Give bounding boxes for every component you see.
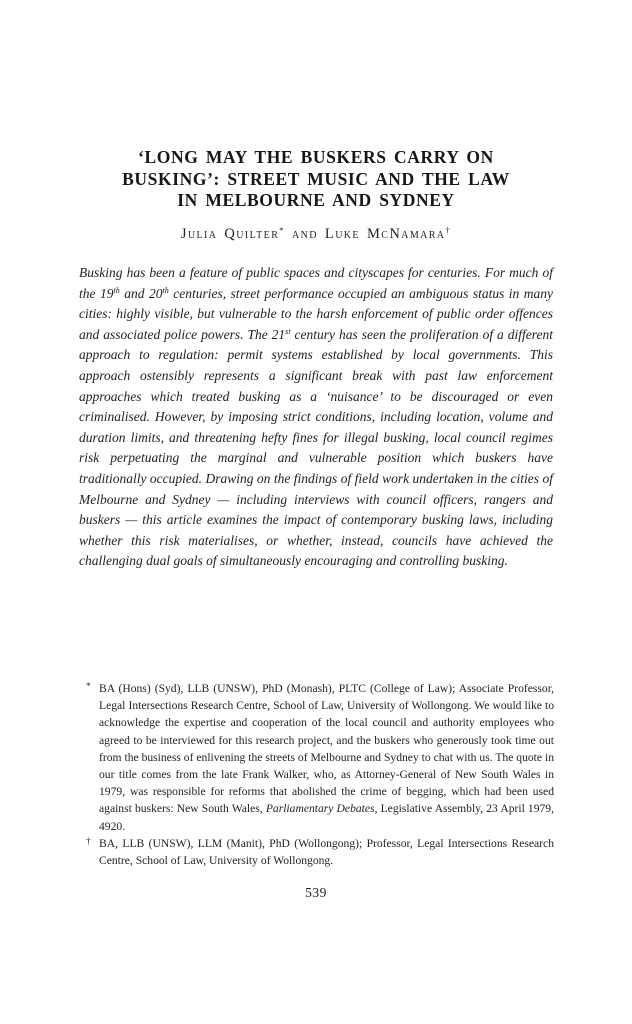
page-number: 539 [305, 885, 327, 900]
superscript-marker: * [279, 225, 286, 236]
superscript-marker: † [445, 225, 452, 236]
article-title-line-1: ‘LONG MAY THE BUSKERS CARRY ON [138, 147, 494, 167]
footnote-dagger [84, 835, 554, 869]
italic-citation: Parliamentary Debates [265, 802, 375, 816]
superscript-marker: st [285, 327, 291, 337]
article-title-line-3: IN MELBOURNE AND SYDNEY [177, 190, 455, 210]
abstract-paragraph: Busking has been a feature of public spaces and cityscapes for centuries. For much of the 19th and 20th centuries, street performance occupied an ambiguous status in many cities: highly visible, but vulnerable to the harsh enforcement of public order offences and associated police powers. The 21st century has seen the proliferation of a different approach to regulation: permit systems established by local governments. This approach ostensibly represents a significant break with past law enforcement approaches which treated busking as a ‘nuisance’ to be discouraged or even criminalised. However, by imposing strict conditions, including location, volume and duration limits, and threatening hefty fines for illegal busking, local council regimes risk perpetuating the marginal and vulnerable position which buskers have traditionally occupied. Drawing on the findings of field work undertaken in the cities of Melbourne and Sydney — including interviews with council officers, rangers and buskers — this article examines the impact of contemporary busking laws, including whether this risk materialises, or whether, instead, councils have achieved the challenging dual goals of simultaneously encouraging and controlling busking. [79, 265, 553, 569]
footnote-dagger-marker: † [86, 836, 91, 847]
footnote-asterisk-marker: * [86, 682, 91, 692]
superscript-marker: th [162, 286, 169, 296]
footnote-asterisk-text: BA (Hons) (Syd), LLB (UNSW), PhD (Monash), PLTC (College of Law); Associate Professor, Legal Intersections Research Centre, School of Law, University of Wollongong. We would like to acknowledge the expertise and cooperation of the local council and authority employees who agreed to be interviewed for this research project, and the buskers who generously took time out from the business of enlivening the streets of Melbourne and Sydney to chat with us. The quote in our title comes from the late Frank Walker, who, as Attorney-General of New South Wales in 1979, was responsible for reforms that abolished the crime of begging, which had been used against buskers: New South Wales, Parliamentary Debates, Legislative Assembly, 23 April 1979, 4920. [99, 682, 555, 833]
footnotes-section [84, 680, 554, 869]
authors-byline: Julia Quilter* and Luke McNamara† [180, 225, 452, 242]
article-title-line-2: BUSKING’: STREET MUSIC AND THE LAW [122, 168, 510, 189]
footnote-dagger-text: BA, LLB (UNSW), LLM (Manit), PhD (Wollongong); Professor, Legal Intersections Research Centre, School of Law, University of Wollongong. [99, 836, 554, 868]
superscript-marker: th [113, 286, 120, 296]
footnote-asterisk [84, 680, 554, 835]
article-title [79, 147, 553, 212]
